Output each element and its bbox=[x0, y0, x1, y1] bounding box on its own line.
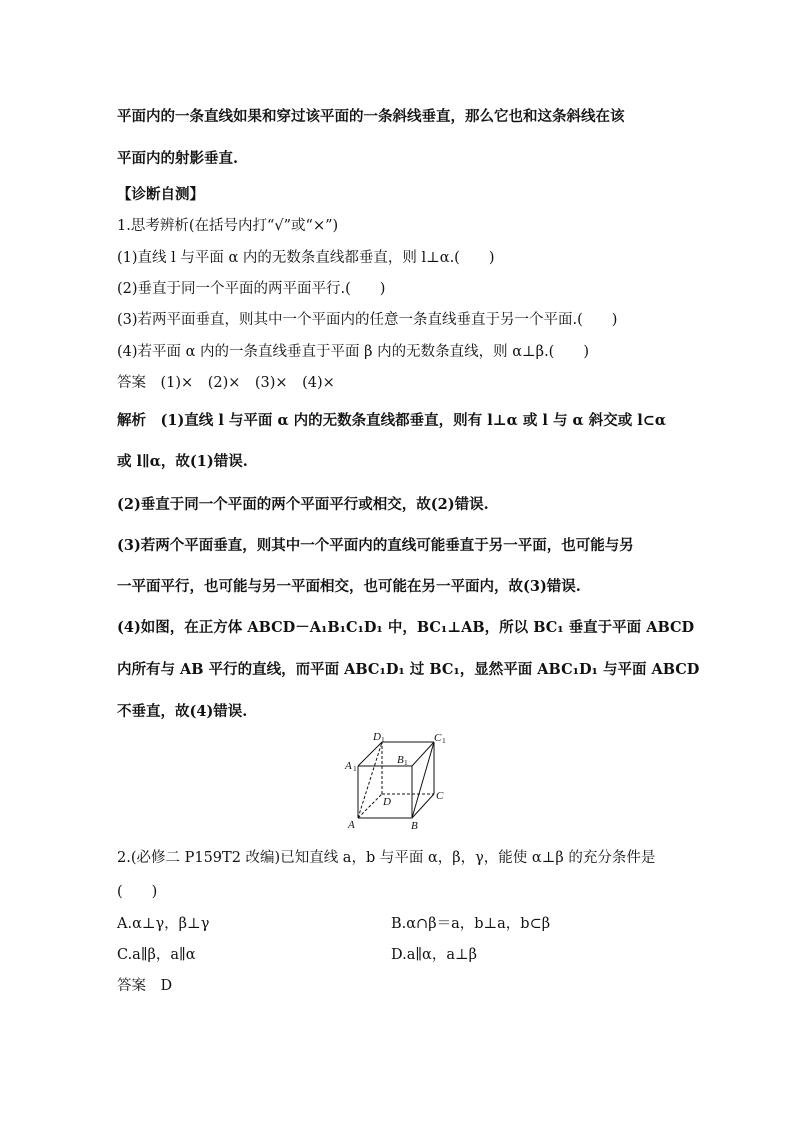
analysis-line-1: 解析 (1)直线 l 与平面 α 内的无数条直线都垂直，则有 l⊥α 或 l 与 α 斜交或 l⊂α bbox=[117, 412, 667, 429]
label-B1: B bbox=[397, 754, 404, 766]
intro-line-1: 平面内的一条直线如果和穿过该平面的一条斜线垂直，那么它也和这条斜线在该 bbox=[117, 108, 625, 125]
q1-item-4: (4)若平面 α 内的一条直线垂直于平面 β 内的无数条直线，则 α⊥β.( ) bbox=[117, 344, 589, 360]
label-A: A bbox=[348, 819, 355, 831]
label-D1: D bbox=[373, 731, 381, 743]
q2-paren: ( ) bbox=[117, 884, 158, 900]
svg-text:1: 1 bbox=[404, 758, 408, 767]
analysis-line-5: 一平面平行，也可能与另一平面相交，也可能在另一平面内，故(3)错误. bbox=[117, 578, 581, 595]
svg-text:1: 1 bbox=[353, 764, 357, 773]
label-A1: A bbox=[345, 760, 352, 772]
q1-item-1: (1)直线 l 与平面 α 内的无数条直线都垂直，则 l⊥α.( ) bbox=[117, 250, 495, 266]
cube-figure bbox=[340, 726, 452, 836]
q1-item-2: (2)垂直于同一个平面的两平面平行.( ) bbox=[117, 281, 386, 297]
q1-item-3: (3)若两平面垂直，则其中一个平面内的任意一条直线垂直于另一个平面.( ) bbox=[117, 312, 618, 328]
section-title: 【诊断自测】 bbox=[117, 186, 204, 203]
q2-option-d: D.a∥α，a⊥β bbox=[391, 947, 478, 963]
q2-stem: 2.(必修二 P159T2 改编)已知直线 a，b 与平面 α，β，γ，能使 α⊥β 的充分条件是 bbox=[117, 850, 656, 866]
q2-answer: 答案 D bbox=[117, 978, 173, 994]
label-B: B bbox=[411, 820, 418, 832]
label-C1: C bbox=[434, 732, 442, 744]
q1-stem: 1.思考辨析(在括号内打“√”或“×”) bbox=[117, 218, 339, 234]
label-C: C bbox=[436, 790, 444, 802]
analysis-line-3: (2)垂直于同一个平面的两个平面平行或相交，故(2)错误. bbox=[117, 496, 489, 513]
analysis-line-8: 不垂直，故(4)错误. bbox=[117, 703, 248, 720]
q2-option-b: B.α∩β＝a，b⊥a，b⊂β bbox=[391, 916, 551, 932]
analysis-line-2: 或 l∥α，故(1)错误. bbox=[117, 453, 248, 470]
svg-text:1: 1 bbox=[381, 735, 385, 744]
analysis-line-6: (4)如图，在正方体 ABCD－A₁B₁C₁D₁ 中，BC₁⊥AB，所以 BC₁ 垂直于平面 ABCD bbox=[117, 619, 695, 636]
q2-option-a: A.α⊥γ，β⊥γ bbox=[117, 916, 210, 932]
q1-answer: 答案 (1)× (2)× (3)× (4)× bbox=[117, 375, 335, 391]
analysis-line-7: 内所有与 AB 平行的直线，而平面 ABC₁D₁ 过 BC₁，显然平面 ABC₁D₁ 与平面 ABCD bbox=[117, 661, 700, 678]
q2-option-c: C.a∥β，a∥α bbox=[117, 947, 196, 963]
intro-line-2: 平面内的射影垂直. bbox=[117, 150, 239, 167]
analysis-line-4: (3)若两个平面垂直，则其中一个平面内的直线可能垂直于另一平面，也可能与另 bbox=[117, 537, 634, 554]
label-D: D bbox=[383, 796, 391, 808]
svg-text:1: 1 bbox=[442, 736, 446, 745]
